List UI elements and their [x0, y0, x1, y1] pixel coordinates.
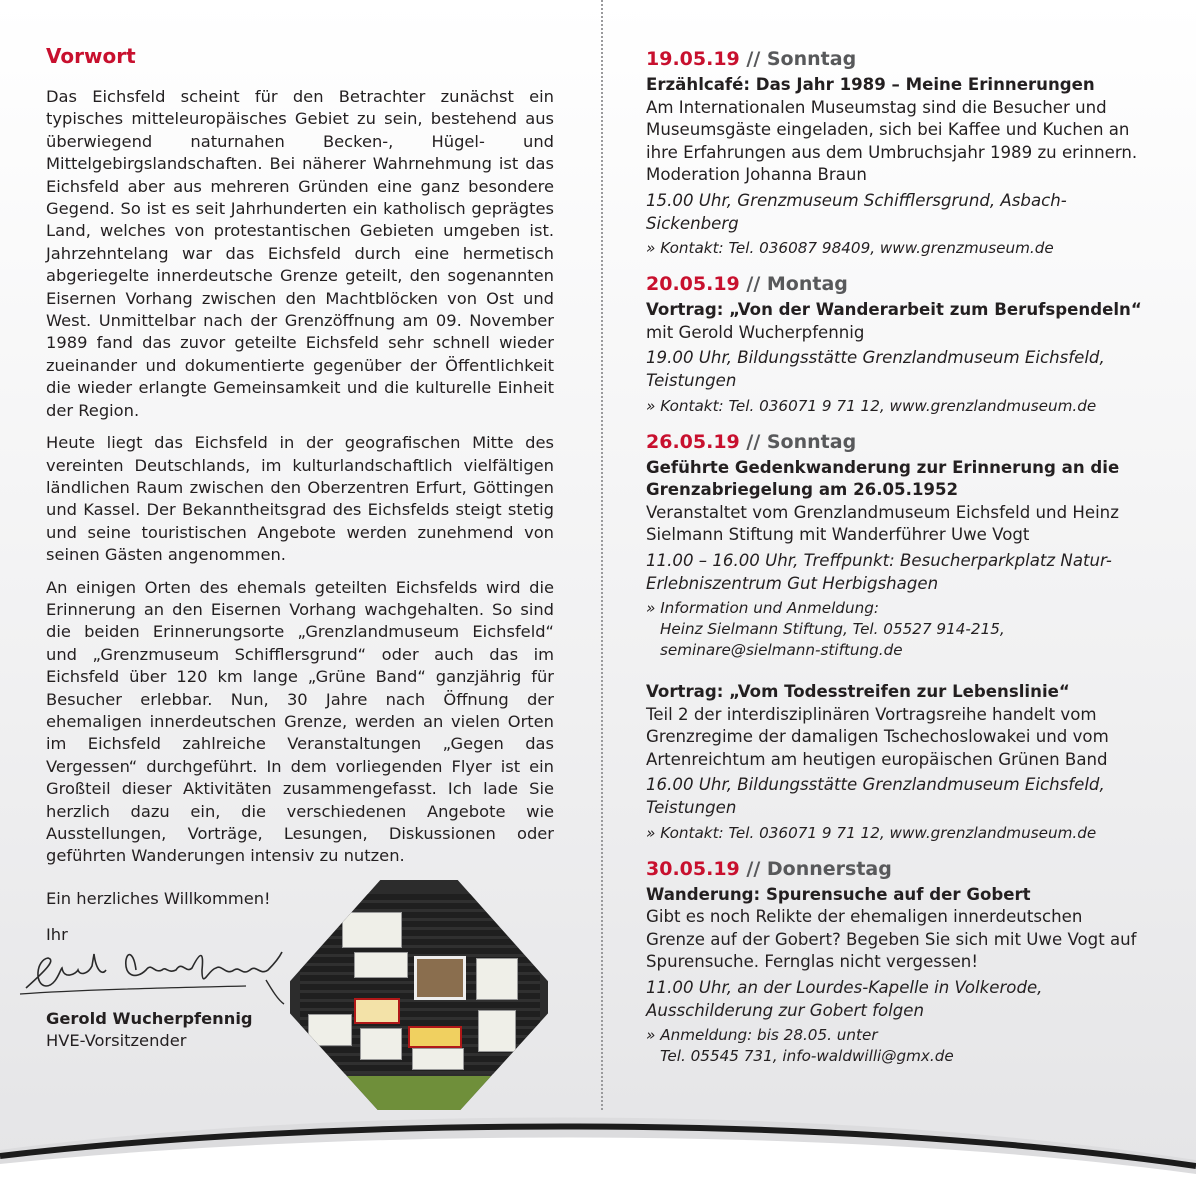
vorwort-paragraph: Das Eichsfeld scheint für den Betrachter zunächst ein typisches mitteleuropäisches Gebiet zu sein, bestehend aus überwiegend naturnahen Becken-, Hügel- und Mittelgebirgslandschaften. Bei näherer Wahrnehmung ist das Eichsfeld aber aus mehreren Gründen eine ganz besondere Gegend. So ist es seit Jahrhunderten ein katholisch geprägtes Land, welches von protestantischen Gebieten umgeben ist. Jahrzehntelang war das Eichsfeld durch eine hermetisch abgeriegelte innerdeutsche Grenze geteilt, den sogenannten Eisernen Vorhang zwischen den Machtblöcken von Ost und West. Unmittelbar nach der Grenzöffnung am 09. November 1989 fand das zuvor geteilte Eichsfeld sehr schnell wieder zueinander und dokumentierte gegenüber der Öffentlichkeit die wieder erlangte Gemeinsamkeit und die kulturelle Einheit der Region. [46, 87, 554, 420]
event-time-location: 11.00 – 16.00 Uhr, Treffpunkt: Besucherparkplatz Natur-Erlebniszentrum Gut Herbigshagen [646, 550, 1112, 593]
warning-sign [408, 1026, 462, 1048]
event-description: Gibt es noch Relikte der ehemaligen innerdeutschen Grenze auf der Gobert? Begeben Sie sich mit Uwe Vogt auf Spurensuche. Fernglas nicht vergessen! [646, 907, 1137, 972]
sign-board [342, 912, 402, 948]
event-time-location: 15.00 Uhr, Grenzmuseum Schifflersgrund, Asbach-Sickenberg [646, 190, 1067, 233]
event-item [646, 431, 1146, 662]
date-separator: // [739, 273, 767, 296]
event-contact: » Information und Anmeldung: [646, 599, 879, 618]
sign-board [354, 952, 408, 978]
column-divider [601, 0, 603, 1110]
event-date: 26.05.19 [646, 430, 740, 453]
event-date: 19.05.19 [646, 48, 740, 70]
event-time-location: 16.00 Uhr, Bildungsstätte Grenzlandmuseum Eichsfeld, Teistungen [646, 775, 1105, 818]
shed-window [414, 956, 466, 1000]
event-description: Am Internationalen Museumstag sind die Besucher und Museumsgäste eingeladen, sich bei Kaffee und Kuchen an ihre Erfahrungen aus dem Umbruchsjahr 1989 zu erinnern. Moderation Johanna Braun [646, 97, 1138, 185]
sign-board [360, 1028, 402, 1060]
event-contact: Tel. 05545 731, info-waldwilli@gmx.de [660, 1047, 954, 1066]
event-title: Geführte Gedenkwanderung zur Erinnerung an die Grenzabriegelung am 26.05.1952 [646, 457, 1120, 500]
event-item [646, 273, 1146, 416]
signature-image [16, 930, 286, 1010]
event-title: Erzählcafé: Das Jahr 1989 – Meine Erinnerungen [646, 75, 1095, 94]
event-contact: » Kontakt: Tel. 036071 9 71 12, www.grenzlandmuseum.de [646, 823, 1097, 842]
event-item [646, 48, 1146, 259]
event-date: 20.05.19 [646, 273, 740, 296]
event-weekday: Montag [766, 273, 848, 296]
events-section [646, 48, 1146, 1067]
event-date-line [646, 48, 1146, 70]
event-title: Wanderung: Spurensuche auf der Gobert [646, 884, 1031, 904]
date-separator: // [739, 857, 767, 880]
event-date-line [646, 273, 1146, 295]
event-item [646, 681, 1146, 844]
sign-board [476, 958, 518, 1000]
event-date: 30.05.19 [646, 857, 740, 880]
signer-name: Gerold Wucherpfennig [46, 1009, 253, 1028]
event-time-location: 19.00 Uhr, Bildungsstätte Grenzlandmuseum Eichsfeld, Teistungen [646, 348, 1105, 390]
vorwort-paragraph: An einigen Orten des ehemals geteilten Eichsfelds wird die Erinnerung an den Eisernen Vorhang wachgehalten. So sind die beiden Erinnerungsorte „Grenzlandmuseum Eichsfeld“ und „Grenzmuseum Schifflersgrund“ oder auch das im Eichsfeld über 120 km lange „Grüne Band“ ganzjährig für Besucher erlebbar. Nun, 30 Jahre nach Öffnung der ehemaligen innerdeutschen Grenze, werden an vielen Orten im Eichsfeld zahlreiche Veranstaltungen „Gegen das Vergessen“ durchgeführt. In dem vorliegenden Flyer ist ein Großteil dieser Aktivitäten zusammengefasst. Ich lade Sie herzlich dazu ein, die verschiedenen Angebote wie Ausstellungen, Vorträge, Lesungen, Diskussionen oder geführten Wanderungen intensiv zu nutzen. [46, 577, 554, 866]
sign-board [412, 1048, 464, 1070]
sign-board [478, 1010, 516, 1052]
ihr-text: Ihr [46, 925, 68, 944]
event-contact: » Anmeldung: bis 28.05. unter [646, 1026, 878, 1045]
event-description: Veranstaltet vom Grenzlandmuseum Eichsfeld und Heinz Sielmann Stiftung mit Wanderführer Uwe Vogt [646, 502, 1119, 545]
event-description: mit Gerold Wucherpfennig [646, 322, 865, 342]
date-separator: // [739, 48, 767, 70]
welcome-text: Ein herzliches Willkommen! [46, 889, 271, 908]
border-museum-photo [290, 880, 548, 1110]
event-contact: Heinz Sielmann Stiftung, Tel. 05527 914-215, [660, 620, 1005, 639]
vorwort-section [46, 44, 554, 878]
event-date-line [646, 431, 1146, 453]
event-title: Vortrag: „Vom Todesstreifen zur Lebenslinie“ [646, 682, 1070, 702]
bottom-swoosh-decoration [0, 1090, 1196, 1200]
event-weekday: Sonntag [766, 48, 857, 70]
event-time-location: 11.00 Uhr, an der Lourdes-Kapelle in Volkerode, Ausschilderung zur Gobert folgen [646, 978, 1043, 1020]
event-title: Vortrag: „Von der Wanderarbeit zum Berufspendeln“ [646, 300, 1142, 320]
event-date-line [646, 858, 1146, 880]
event-contact: seminare@sielmann-stiftung.de [660, 641, 903, 660]
event-contact: » Kontakt: Tel. 036087 98409, www.grenzmuseum.de [646, 239, 1054, 258]
date-separator: // [739, 430, 767, 453]
signer-role: HVE-Vorsitzender [46, 1031, 187, 1050]
vorwort-title: Vorwort [46, 44, 136, 68]
vorwort-paragraph: Heute liegt das Eichsfeld in der geografischen Mitte des vereinten Deutschlands, im kulturlandschaftlich vielfältigen ländlichen Raum zwischen den Oberzentren Erfurt, Göttingen und Kassel. Der Bekanntheitsgrad des Eichsfelds steigt stetig und seine touristischen Angebote werden zunehmend von seinen Gästen angenommen. [46, 433, 554, 565]
event-weekday: Sonntag [766, 430, 857, 453]
event-item [646, 858, 1146, 1068]
warning-sign [354, 998, 400, 1024]
sign-board [308, 1014, 352, 1046]
event-contact: » Kontakt: Tel. 036071 9 71 12, www.grenzlandmuseum.de [646, 396, 1097, 415]
event-weekday: Donnerstag [766, 857, 892, 880]
event-description: Teil 2 der interdisziplinären Vortragsreihe handelt vom Grenzregime der damaligen Tschechoslowakei und vom Artenreichtum am heutigen europäischen Grünen Band [646, 704, 1109, 769]
